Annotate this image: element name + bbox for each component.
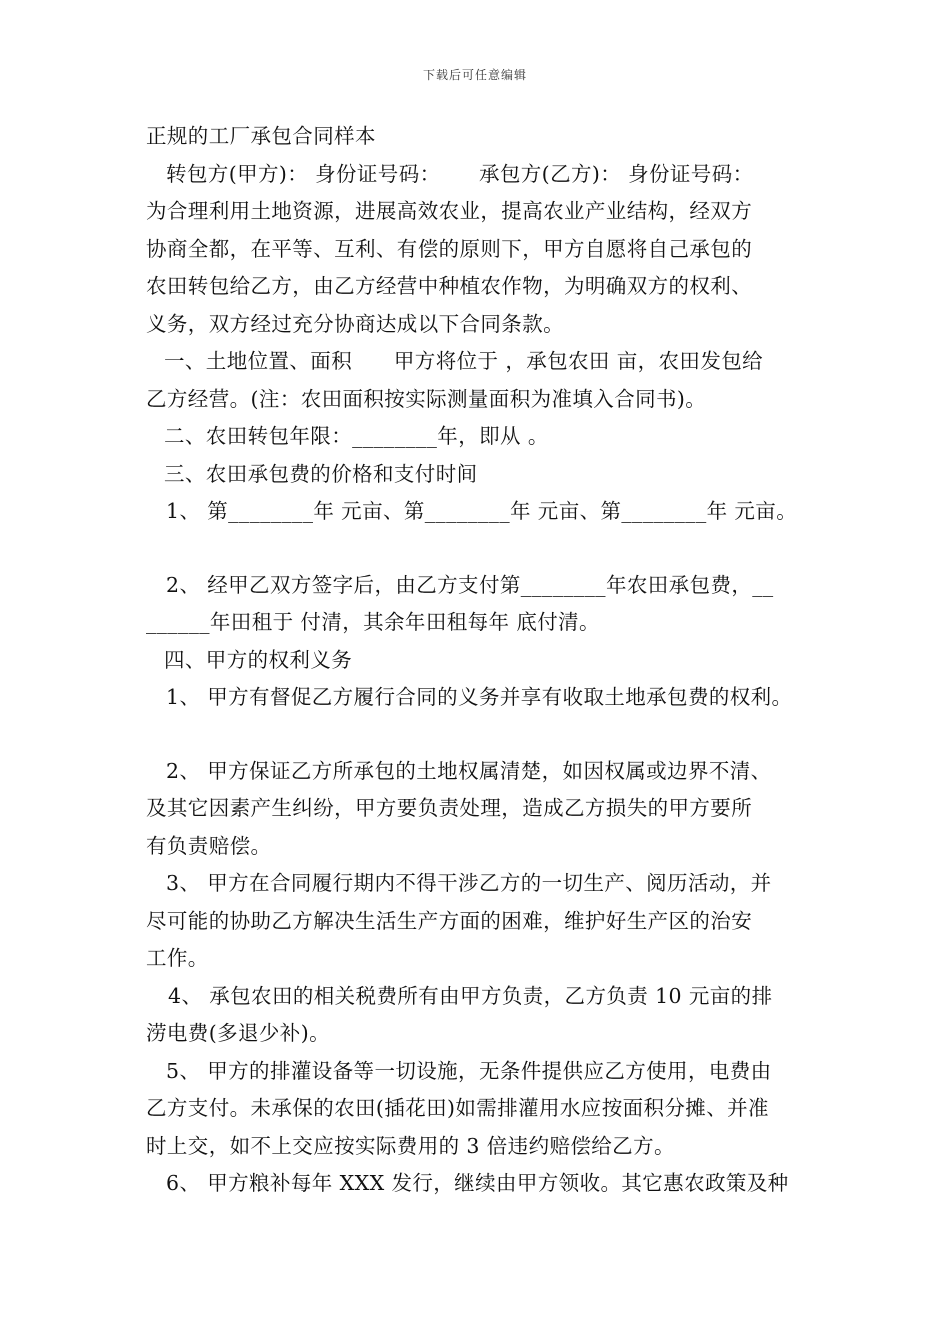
document-title: 正规的工厂承包合同样本 [146,124,376,148]
paragraph-line: 农田转包给乙方，由乙方经营中种植农作物，为明确双方的权利、 [146,274,753,298]
party-line: 转包方(甲方)： 身份证号码： 承包方(乙方)： 身份证号码： [166,161,754,186]
clause-4-4: 4、 承包农田的相关税费所有由甲方负责，乙方负责 10 元亩的排 [168,983,773,1008]
spacer [146,717,816,753]
paragraph-line: 为合理利用土地资源，进展高效农业，提高农业产业结构，经双方 [146,199,753,223]
section-3-heading: 三、农田承包费的价格和支付时间 [164,461,478,486]
paragraph-line: 有负责赔偿。 [146,833,272,858]
header-note: 下载后可任意编辑 [422,68,527,82]
paragraph-line: 义务，双方经过充分协商达成以下合同条款。 [146,311,564,336]
clause-4-3: 3、 甲方在合同履行期内不得干涉乙方的一切生产、阅历活动，并 [166,871,772,895]
clause-3-1: 1、 第________年 元亩、第________年 元亩、第________年 元亩。 [166,499,798,523]
clause-4-5: 5、 甲方的排灌设备等一切设施，无条件提供应乙方使用，电费由 [166,1058,772,1083]
document-body [146,118,816,1203]
paragraph-line: 工作。 [146,946,209,970]
paragraph-line: 尽可能的协助乙方解决生活生产方面的困难，维护好生产区的治安 [146,908,753,933]
section-4-heading: 四、甲方的权利义务 [164,647,353,672]
clause-4-2: 2、 甲方保证乙方所承包的土地权属清楚，如因权属或边界不清、 [166,758,772,783]
paragraph-line: ______年田租于 付清，其余年田租每年 底付清。 [146,610,600,634]
section-1-heading: 一、土地位置、面积 甲方将位于 ，承包农田 亩，农田发包给 [164,349,764,373]
clause-4-6: 6、 甲方粮补每年 XXX 发行，继续由甲方领收。其它惠农政策及种 [166,1171,789,1195]
paragraph-line: 时上交，如不上交应按实际费用的 3 倍违约赔偿给乙方。 [146,1133,675,1158]
paragraph-line: 及其它因素产生纠纷，甲方要负责处理，造成乙方损失的甲方要所 [146,796,753,820]
clause-4-1: 1、 甲方有督促乙方履行合同的义务并享有收取土地承包费的权利。 [166,685,793,709]
section-2-heading: 二、农田转包年限：________年，即从 。 [164,424,549,448]
paragraph-line: 乙方经营。(注：农田面积按实际测量面积为准填入合同书)。 [146,386,707,411]
paragraph-line: 协商全都，在平等、互利、有偿的原则下，甲方自愿将自己承包的 [146,236,753,261]
paragraph-line: 涝电费(多退少补)。 [146,1021,330,1045]
paragraph-line: 乙方支付。未承保的农田(插花田)如需排灌用水应按面积分摊、并准 [146,1096,769,1120]
spacer [146,531,816,567]
clause-3-2: 2、 经甲乙双方签字后，由乙方支付第________年农田承包费，__ [166,572,774,597]
